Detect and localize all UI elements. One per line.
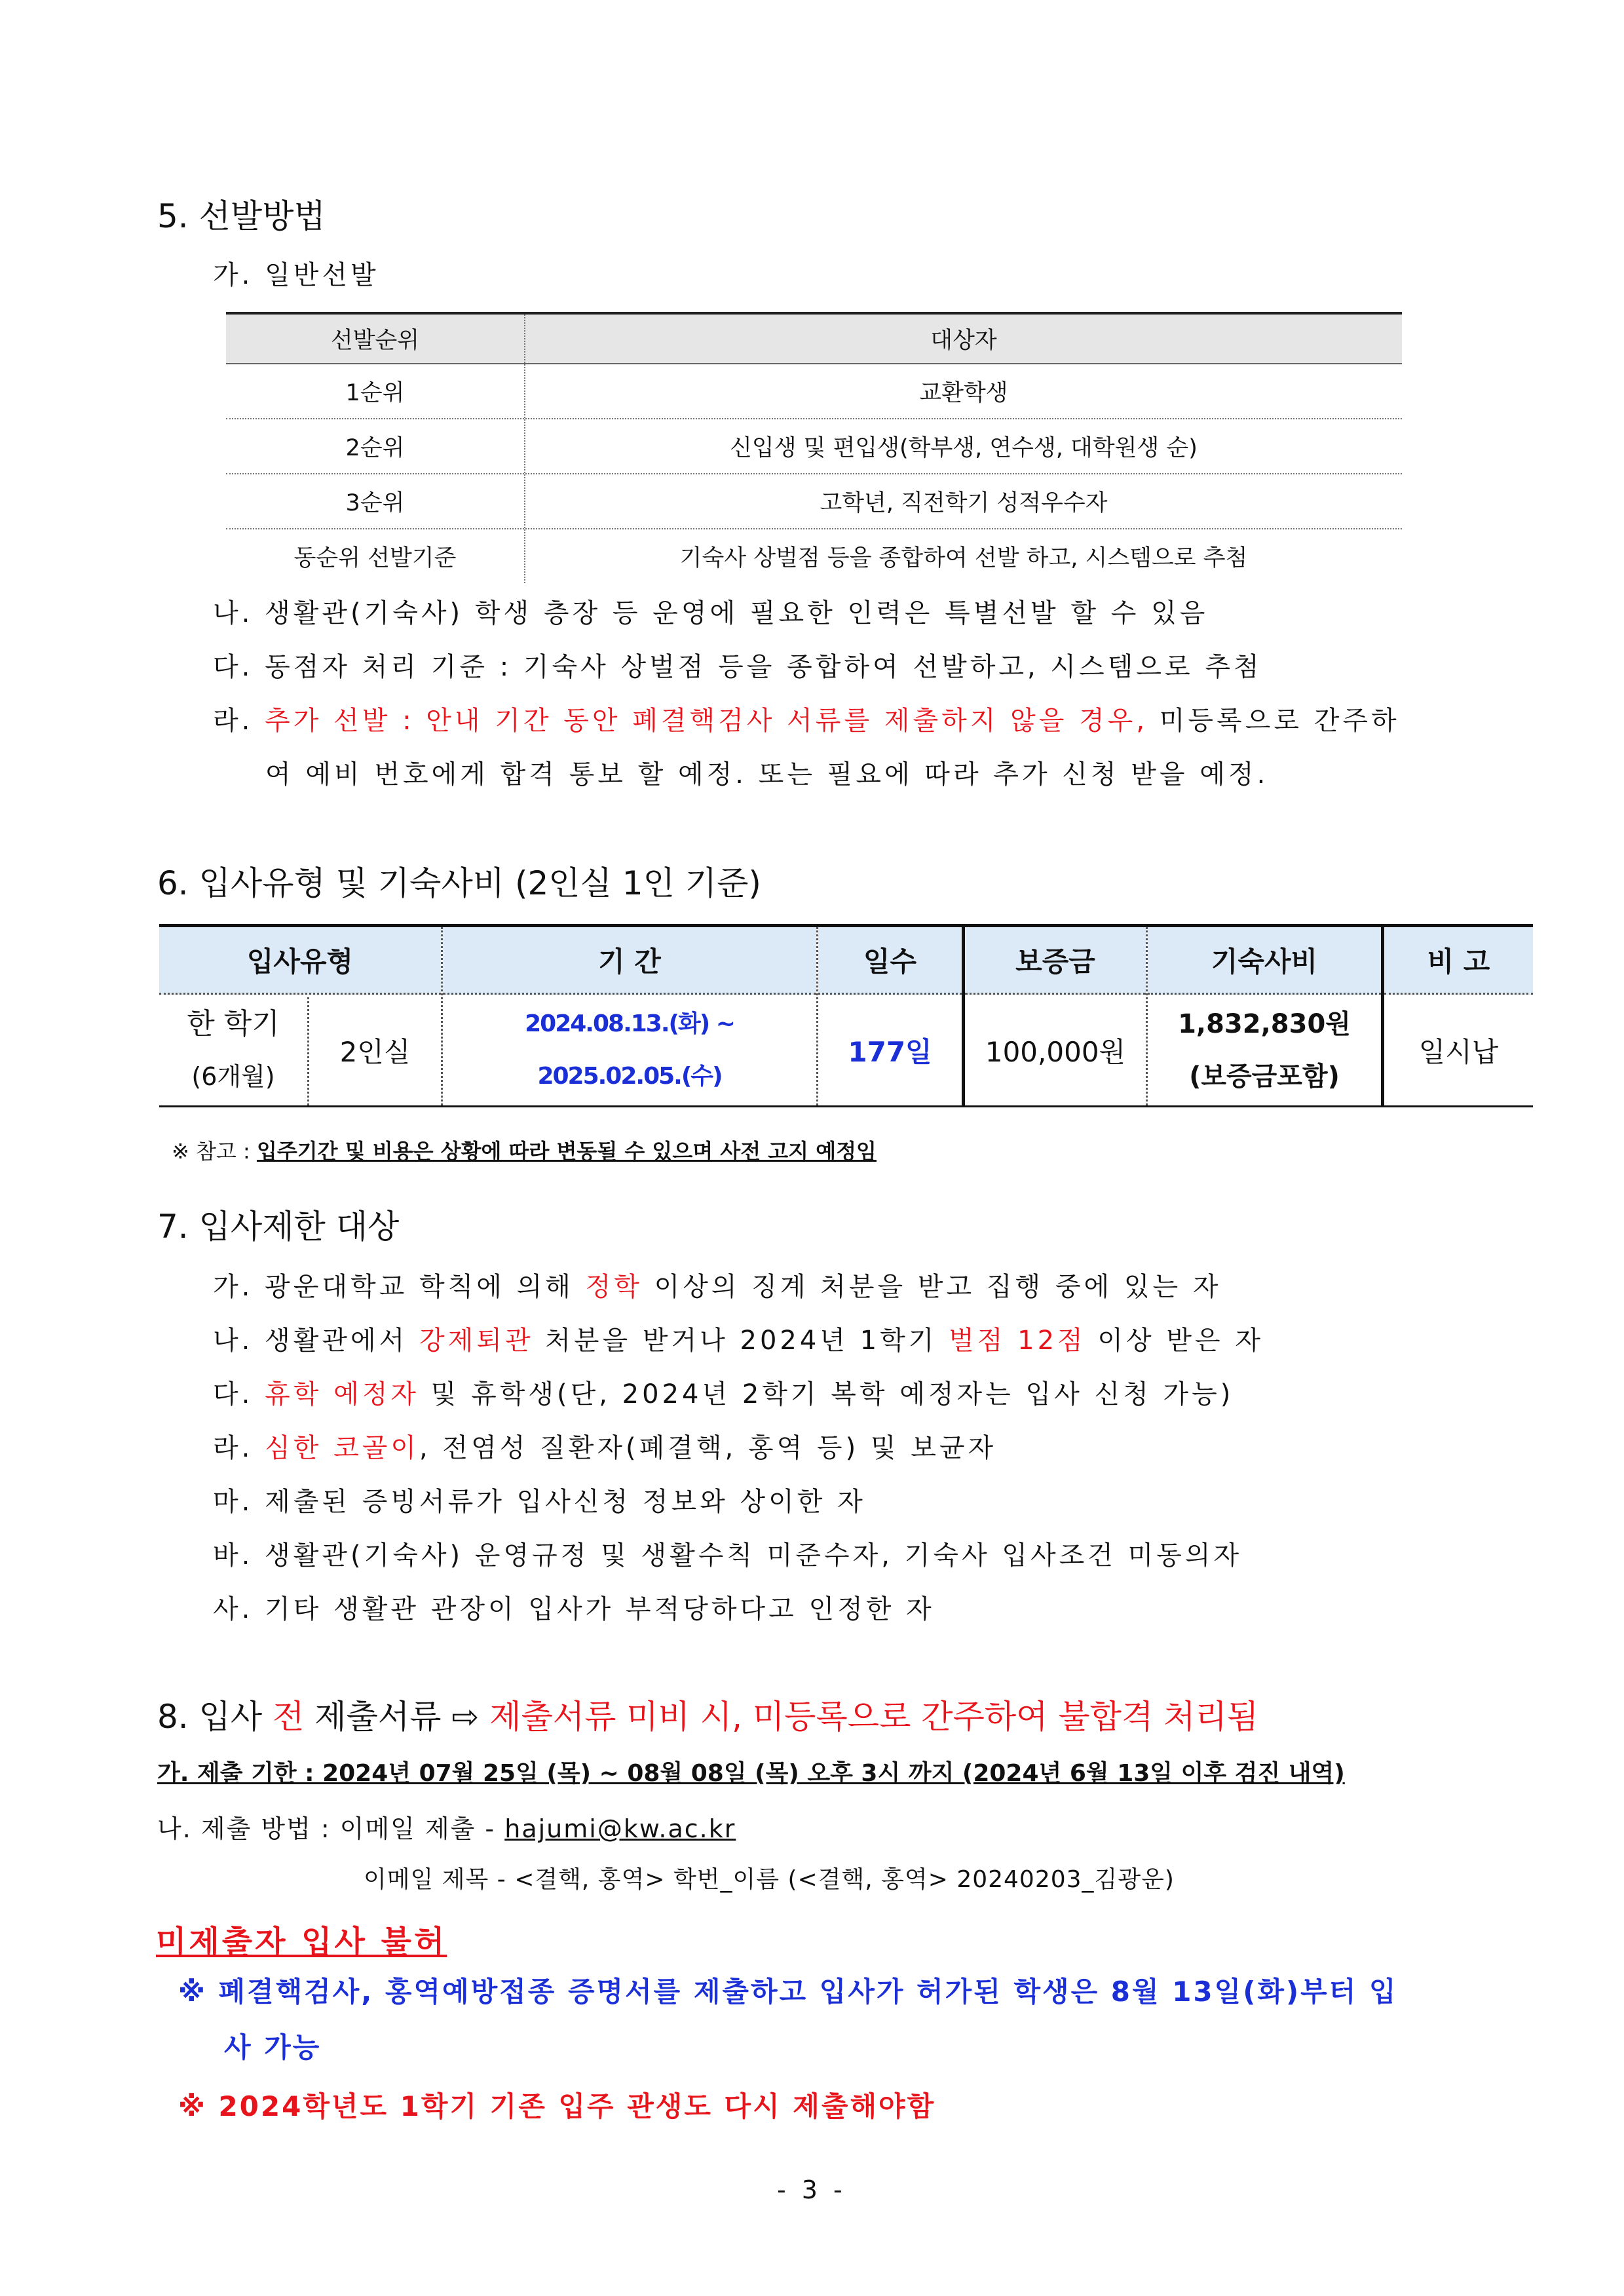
title-warning: 제출서류 미비 시, 미등록으로 간주하여 불합격 처리됨 — [479, 1698, 1259, 1736]
table-cell: 동순위 선발기준 — [226, 529, 525, 583]
header-period: 기 간 — [443, 927, 816, 995]
section7-item-ra — [213, 1427, 996, 1464]
period-cell — [443, 998, 816, 1103]
submission-method — [157, 1808, 736, 1845]
table-row — [226, 474, 1402, 529]
item-text: 처분을 받거나 2024년 1학기 — [533, 1326, 949, 1356]
item-text: , 전염성 질환자(폐결핵, 홍역 등) 및 보균자 — [419, 1433, 997, 1463]
header-cell: 선발순위 — [226, 315, 525, 363]
item-text: 가. 광운대학교 학칙에 의해 — [213, 1272, 586, 1302]
fee-table — [159, 924, 1533, 1107]
fee-note: (보증금포함) — [1189, 1062, 1340, 1092]
type-cell — [159, 998, 307, 1103]
section6-title: 6. 입사유형 및 기숙사비 (2인실 1인 기준) — [157, 864, 761, 902]
arrow-icon: ⇨ — [451, 1698, 480, 1736]
item-text: 이상 받은 자 — [1086, 1326, 1264, 1356]
section8-title — [157, 1691, 1258, 1738]
page-number: - 3 - — [777, 2175, 846, 2204]
table-header-row — [226, 312, 1402, 364]
item-highlight: 강제퇴관 — [419, 1326, 534, 1356]
section5-item-ra — [213, 700, 1400, 737]
fee-reference-note — [172, 1135, 877, 1165]
entry-note-line2: 사 가능 — [224, 2031, 322, 2063]
note-text: 입주기간 및 비용은 상황에 따라 변동될 수 있으며 사전 고지 예정임 — [256, 1139, 877, 1164]
deposit-cell: 100,000원 — [985, 1036, 1126, 1068]
additional-selection-notice: 추가 선발 : 안내 기간 동안 폐결핵검사 서류를 제출하지 않을 경우, — [265, 706, 1148, 736]
title-text: 제출서류 — [304, 1698, 452, 1736]
item-highlight: 벌점 12점 — [949, 1326, 1086, 1356]
note-cell: 일시납 — [1418, 1036, 1499, 1068]
title-highlight: 전 — [273, 1698, 305, 1736]
fee-amount: 1,832,830원 — [1178, 1009, 1351, 1039]
table-cell: 교환학생 — [919, 380, 1008, 406]
item-text: 이상의 징계 처분을 받고 집행 중에 있는 자 — [642, 1272, 1222, 1302]
email-subject-format: 이메일 제목 - <결핵, 홍역> 학번_이름 (<결핵, 홍역> 20240203_김광운) — [364, 1866, 1175, 1893]
header-type: 입사유형 — [159, 927, 441, 995]
header-days: 일수 — [818, 927, 962, 995]
email-link[interactable]: hajumi@kw.ac.kr — [504, 1814, 736, 1843]
item-highlight: 휴학 예정자 — [265, 1379, 419, 1409]
header-cell: 대상자 — [930, 328, 997, 354]
no-submission-warning: 미제출자 입사 불허 — [156, 1924, 447, 1961]
note-prefix: ※ 참고 : — [172, 1139, 257, 1164]
section7-item-ga — [213, 1266, 1222, 1303]
section5-item-da: 다. 동점자 처리 기준 : 기숙사 상벌점 등을 종합하여 선발하고, 시스템으로 추첨 — [213, 652, 1262, 682]
item-prefix: 라. — [213, 706, 265, 736]
section7-item-da — [213, 1373, 1234, 1411]
type-duration: (6개월) — [191, 1062, 275, 1091]
type-label: 한 학기 — [187, 1007, 280, 1041]
table-cell: 기숙사 상벌점 등을 종합하여 선발 하고, 시스템으로 추첨 — [679, 545, 1248, 571]
item-highlight: 심한 코골이 — [265, 1433, 419, 1463]
resubmit-note: ※ 2024학년도 1학기 기존 입주 관생도 다시 제출해야함 — [178, 2090, 936, 2122]
item-highlight: 정학 — [585, 1272, 643, 1302]
table-row — [226, 364, 1402, 419]
entry-note-line1: ※ 폐결핵검사, 홍역예방접종 증명서를 제출하고 입사가 허가된 학생은 8월 13일(화)부터 입 — [178, 1976, 1398, 2008]
table-cell: 1순위 — [226, 364, 525, 418]
section7-item-ba: 바. 생활관(기숙사) 운영규정 및 생활수칙 미준수자, 기숙사 입사조건 미동의자 — [213, 1540, 1243, 1571]
table-cell: 고학년, 직전학기 성적우수자 — [820, 490, 1108, 516]
section7-item-ma: 마. 제출된 증빙서류가 입사신청 정보와 상이한 자 — [213, 1487, 866, 1517]
section5-item-na: 나. 생활관(기숙사) 학생 층장 등 운영에 필요한 인력은 특별선발 할 수 있음 — [213, 598, 1209, 628]
header-deposit: 보증금 — [965, 927, 1146, 995]
section7-item-sa: 사. 기타 생활관 관장이 입사가 부적당하다고 인정한 자 — [213, 1594, 935, 1624]
period-end: 2025.02.05.(수) — [537, 1063, 722, 1090]
table-cell: 신입생 및 편입생(학부생, 연수생, 대학원생 순) — [730, 435, 1198, 461]
item-text: 나. 생활관에서 — [213, 1326, 419, 1356]
title-text: 8. 입사 — [157, 1698, 273, 1736]
section5-item-ra-line2: 여 예비 번호에게 합격 통보 할 예정. 또는 필요에 따라 추가 신청 받을 예정. — [265, 759, 1269, 790]
submission-deadline: 가. 제출 기한 : 2024년 07월 25일 (목) ~ 08월 08일 (목) 오후 3시 까지 (2024년 6월 13일 이후 검진 내역) — [157, 1760, 1345, 1787]
header-fee: 기숙사비 — [1148, 927, 1381, 995]
period-start: 2024.08.13.(화) ~ — [525, 1010, 734, 1037]
item-text: 및 휴학생(단, 2024년 2학기 복학 예정자는 입사 신청 가능) — [419, 1379, 1234, 1409]
method-text: 나. 제출 방법 : 이메일 제출 - — [157, 1814, 505, 1843]
days-cell: 177일 — [848, 1036, 932, 1068]
header-note: 비 고 — [1384, 927, 1533, 995]
table-cell: 2순위 — [226, 419, 525, 473]
table-row — [226, 529, 1402, 583]
table-cell: 3순위 — [226, 474, 525, 528]
section7-title: 7. 입사제한 대상 — [157, 1208, 400, 1246]
section5-sub-a: 가. 일반선발 — [213, 260, 379, 290]
room-cell: 2인실 — [339, 1036, 411, 1068]
item-text: 다. — [213, 1379, 265, 1409]
section7-item-na — [213, 1320, 1264, 1357]
section5-title: 5. 선발방법 — [157, 197, 326, 235]
selection-table — [226, 312, 1402, 583]
item-text: 미등록으로 간주하 — [1148, 706, 1400, 736]
table-row — [226, 419, 1402, 474]
fee-cell — [1148, 998, 1381, 1103]
item-text: 라. — [213, 1433, 265, 1463]
